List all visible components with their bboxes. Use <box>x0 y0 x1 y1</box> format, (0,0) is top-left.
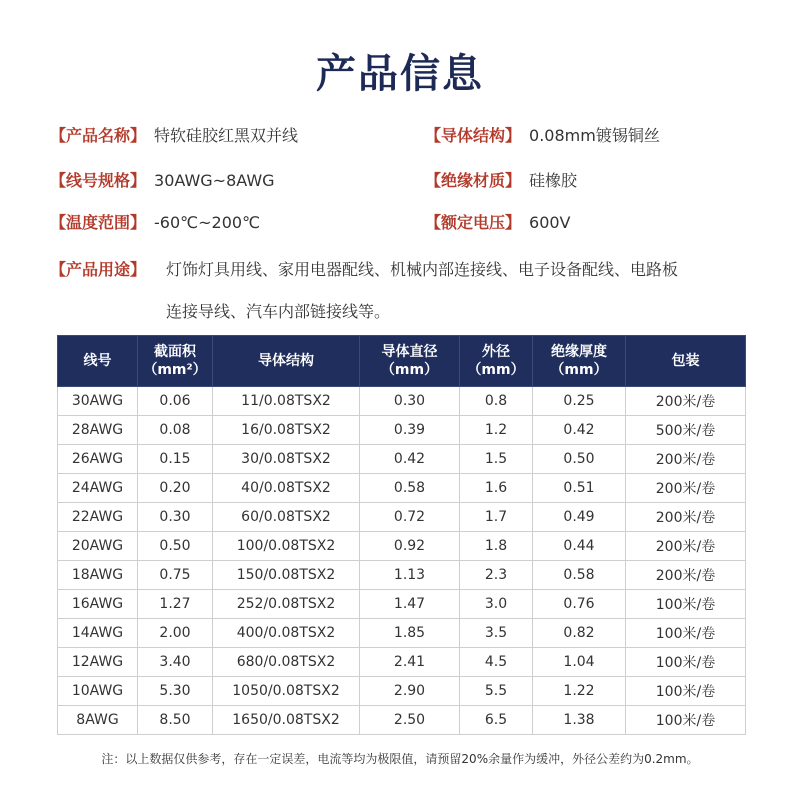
cell-cross-section: 0.08 <box>138 416 213 445</box>
header-packaging: 包装 <box>626 336 746 387</box>
cell-gauge: 8AWG <box>58 706 138 735</box>
cell-conductor-diameter: 0.58 <box>360 474 460 503</box>
cell-conductor-diameter: 0.42 <box>360 445 460 474</box>
info-label: 【温度范围】 <box>50 213 147 232</box>
cell-conductor-diameter: 0.39 <box>360 416 460 445</box>
table-row <box>58 532 746 561</box>
cell-packaging: 200米/卷 <box>626 561 746 590</box>
cell-packaging: 100米/卷 <box>626 677 746 706</box>
cell-conductor-structure: 40/0.08TSX2 <box>213 474 360 503</box>
header-insulation-thickness: 绝缘厚度 （mm） <box>533 336 626 387</box>
header-conductor-structure: 导体结构 <box>213 336 360 387</box>
cell-outer-diameter: 1.6 <box>460 474 533 503</box>
table-row <box>58 474 746 503</box>
info-value: -60℃~200℃ <box>154 213 261 232</box>
cell-packaging: 200米/卷 <box>626 387 746 416</box>
cell-conductor-diameter: 2.90 <box>360 677 460 706</box>
cell-packaging: 100米/卷 <box>626 706 746 735</box>
spec-table <box>57 335 746 735</box>
cell-conductor-diameter: 2.41 <box>360 648 460 677</box>
cell-cross-section: 1.27 <box>138 590 213 619</box>
cell-conductor-structure: 1050/0.08TSX2 <box>213 677 360 706</box>
cell-gauge: 18AWG <box>58 561 138 590</box>
table-row <box>58 561 746 590</box>
cell-outer-diameter: 1.7 <box>460 503 533 532</box>
cell-packaging: 200米/卷 <box>626 503 746 532</box>
cell-conductor-diameter: 0.30 <box>360 387 460 416</box>
cell-conductor-diameter: 2.50 <box>360 706 460 735</box>
cell-cross-section: 5.30 <box>138 677 213 706</box>
cell-gauge: 22AWG <box>58 503 138 532</box>
cell-conductor-structure: 400/0.08TSX2 <box>213 619 360 648</box>
header-gauge: 线号 <box>58 336 138 387</box>
footnote: 注：以上数据仅供参考，存在一定误差，电流等均为极限值，请预留20%余量作为缓冲，外径公差约为0.2mm。 <box>101 752 699 766</box>
info-rated-voltage <box>425 208 571 238</box>
info-label: 【额定电压】 <box>425 213 522 232</box>
usage-line-1: 灯饰灯具用线、家用电器配线、机械内部连接线、电子设备配线、电路板 <box>166 260 679 279</box>
cell-gauge: 16AWG <box>58 590 138 619</box>
header-conductor-diameter: 导体直径 （mm） <box>360 336 460 387</box>
cell-outer-diameter: 2.3 <box>460 561 533 590</box>
cell-insulation-thickness: 0.25 <box>533 387 626 416</box>
cell-conductor-diameter: 1.47 <box>360 590 460 619</box>
table-row <box>58 619 746 648</box>
cell-packaging: 100米/卷 <box>626 619 746 648</box>
cell-conductor-structure: 680/0.08TSX2 <box>213 648 360 677</box>
table-row <box>58 416 746 445</box>
cell-conductor-structure: 150/0.08TSX2 <box>213 561 360 590</box>
cell-packaging: 100米/卷 <box>626 648 746 677</box>
cell-outer-diameter: 3.5 <box>460 619 533 648</box>
table-row <box>58 706 746 735</box>
cell-conductor-structure: 60/0.08TSX2 <box>213 503 360 532</box>
info-label: 【产品用途】 <box>50 260 147 279</box>
cell-conductor-diameter: 0.92 <box>360 532 460 561</box>
table-row <box>58 677 746 706</box>
info-label: 【线号规格】 <box>50 171 147 190</box>
info-value: 0.08mm镀锡铜丝 <box>529 126 660 145</box>
cell-conductor-structure: 100/0.08TSX2 <box>213 532 360 561</box>
table-row <box>58 387 746 416</box>
cell-gauge: 12AWG <box>58 648 138 677</box>
cell-packaging: 200米/卷 <box>626 474 746 503</box>
cell-cross-section: 3.40 <box>138 648 213 677</box>
cell-insulation-thickness: 0.76 <box>533 590 626 619</box>
info-value: 30AWG~8AWG <box>154 171 275 190</box>
cell-outer-diameter: 1.8 <box>460 532 533 561</box>
info-insulation-material <box>425 166 577 196</box>
cell-outer-diameter: 1.2 <box>460 416 533 445</box>
info-product-name <box>50 121 298 151</box>
cell-outer-diameter: 3.0 <box>460 590 533 619</box>
cell-insulation-thickness: 0.49 <box>533 503 626 532</box>
cell-gauge: 20AWG <box>58 532 138 561</box>
cell-cross-section: 0.06 <box>138 387 213 416</box>
table-row <box>58 590 746 619</box>
cell-insulation-thickness: 0.51 <box>533 474 626 503</box>
info-wire-gauge <box>50 166 275 196</box>
cell-gauge: 24AWG <box>58 474 138 503</box>
cell-conductor-structure: 16/0.08TSX2 <box>213 416 360 445</box>
cell-outer-diameter: 0.8 <box>460 387 533 416</box>
cell-cross-section: 0.15 <box>138 445 213 474</box>
cell-cross-section: 0.30 <box>138 503 213 532</box>
cell-insulation-thickness: 1.22 <box>533 677 626 706</box>
cell-conductor-diameter: 1.13 <box>360 561 460 590</box>
cell-cross-section: 0.75 <box>138 561 213 590</box>
info-label: 【绝缘材质】 <box>425 171 522 190</box>
cell-conductor-structure: 1650/0.08TSX2 <box>213 706 360 735</box>
table-row <box>58 503 746 532</box>
info-conductor-structure <box>425 121 660 151</box>
cell-insulation-thickness: 0.82 <box>533 619 626 648</box>
cell-cross-section: 8.50 <box>138 706 213 735</box>
table-body <box>58 387 746 735</box>
info-value: 特软硅胶红黑双并线 <box>154 126 299 145</box>
cell-conductor-structure: 11/0.08TSX2 <box>213 387 360 416</box>
cell-outer-diameter: 1.5 <box>460 445 533 474</box>
cell-packaging: 500米/卷 <box>626 416 746 445</box>
header-outer-diameter: 外径 （mm） <box>460 336 533 387</box>
cell-outer-diameter: 5.5 <box>460 677 533 706</box>
table-header-row <box>58 336 746 387</box>
usage-line-2: 连接导线、汽车内部链接线等。 <box>166 302 391 321</box>
cell-insulation-thickness: 0.50 <box>533 445 626 474</box>
cell-insulation-thickness: 0.44 <box>533 532 626 561</box>
cell-gauge: 26AWG <box>58 445 138 474</box>
info-value: 硅橡胶 <box>529 171 578 190</box>
table-row <box>58 445 746 474</box>
cell-packaging: 200米/卷 <box>626 445 746 474</box>
cell-cross-section: 0.20 <box>138 474 213 503</box>
cell-cross-section: 2.00 <box>138 619 213 648</box>
cell-gauge: 28AWG <box>58 416 138 445</box>
cell-packaging: 100米/卷 <box>626 590 746 619</box>
cell-insulation-thickness: 1.04 <box>533 648 626 677</box>
header-cross-section: 截面积 （mm²） <box>138 336 213 387</box>
cell-insulation-thickness: 0.42 <box>533 416 626 445</box>
cell-gauge: 14AWG <box>58 619 138 648</box>
info-label: 【导体结构】 <box>425 126 522 145</box>
table-row <box>58 648 746 677</box>
cell-gauge: 10AWG <box>58 677 138 706</box>
info-temperature-range <box>50 208 260 238</box>
cell-conductor-structure: 30/0.08TSX2 <box>213 445 360 474</box>
cell-packaging: 200米/卷 <box>626 532 746 561</box>
cell-insulation-thickness: 0.58 <box>533 561 626 590</box>
info-label: 【产品名称】 <box>50 126 147 145</box>
cell-gauge: 30AWG <box>58 387 138 416</box>
cell-outer-diameter: 6.5 <box>460 706 533 735</box>
cell-conductor-diameter: 0.72 <box>360 503 460 532</box>
cell-conductor-diameter: 1.85 <box>360 619 460 648</box>
cell-outer-diameter: 4.5 <box>460 648 533 677</box>
page-title: 产品信息 <box>316 51 484 97</box>
info-value: 600V <box>529 213 571 232</box>
cell-cross-section: 0.50 <box>138 532 213 561</box>
cell-insulation-thickness: 1.38 <box>533 706 626 735</box>
cell-conductor-structure: 252/0.08TSX2 <box>213 590 360 619</box>
